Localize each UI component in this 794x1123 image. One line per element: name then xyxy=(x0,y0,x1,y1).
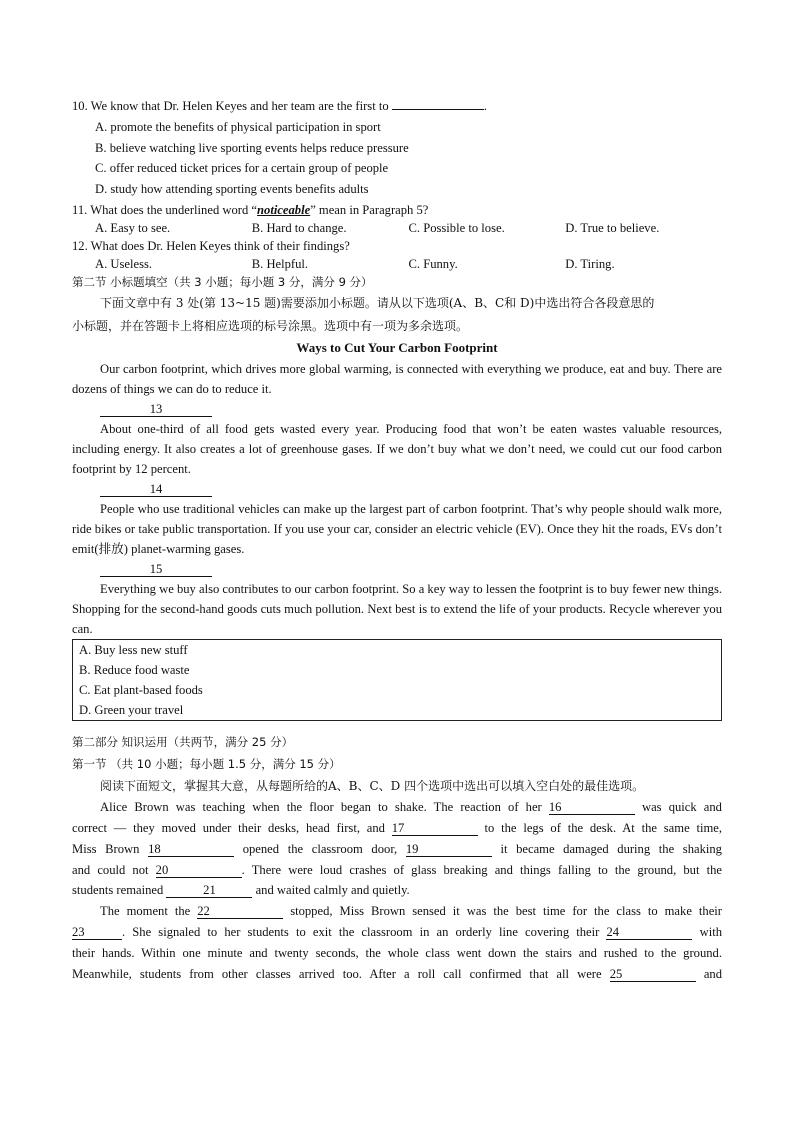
passage-title: Ways to Cut Your Carbon Footprint xyxy=(296,340,498,356)
q11-options xyxy=(72,221,722,236)
cloze-line-8: their hands. Within one minute and twenty seconds, the whole class went down the stairs and rushed to the ground. xyxy=(72,945,722,960)
paragraph-13: About one-third of all food gets wasted every year. Producing food that won’t be eaten wastes valuable resources, including energy. It also creates a lot of greenhouse gases. If we don’t buy what we don’t need, we could cut our food carbon footprint by 12 percent. xyxy=(72,422,722,477)
passage-intro: Our carbon footprint, which drives more global warming, is connected with everything we produce, eat and buy. There are dozens of things we can do to reduce it. xyxy=(72,362,722,397)
paragraph-15: Everything we buy also contributes to our carbon footprint. So a key way to lessen the footprint is to buy fewer new things. Shopping for the second-hand goods cuts much pollution. Next best is to extend the life of your products. Recycle wherever you can. xyxy=(72,582,722,637)
cloze-line-9: Meanwhile, students from other classes arrived too. After a roll call confirmed that all were 25 and xyxy=(72,966,722,981)
box-option-a: A. Buy less new stuff xyxy=(79,643,188,658)
q11-stem: 11. What does the underlined word “noticeable” mean in Paragraph 5? xyxy=(72,202,429,217)
q11-option-c: C. Possible to lose. xyxy=(408,220,505,235)
cloze-line-5: students remained 21 and waited calmly and quietly. xyxy=(72,883,410,898)
q12-option-c: C. Funny. xyxy=(408,256,458,271)
paragraph-14: People who use traditional vehicles can make up the largest part of carbon footprint. That’s why people should walk more, ride bikes or take public transportation. If you use your car, consider an electric vehicle (EV). Once they hit the roads, EVs don’t emit(排放) planet-warming gases. xyxy=(72,502,722,557)
exam-page xyxy=(72,96,722,984)
q12-option-a: A. Useless. xyxy=(95,256,153,271)
q12-stem: 12. What does Dr. Helen Keyes think of their findings? xyxy=(72,238,350,253)
cloze-line-2: correct — they moved under their desks, head first, and 17 to the legs of the desk. At the same time, xyxy=(72,820,722,835)
part2-heading: 第二部分 知识运用（共两节，满分 25 分） xyxy=(72,735,294,750)
underlined-word: noticeable xyxy=(257,202,311,217)
heading-blank-14: 14 xyxy=(72,479,722,499)
box-option-b: B. Reduce food waste xyxy=(79,663,190,678)
section2-instruction-1: 下面文章中有 3 处(第 13~15 题)需要添加小标题。请从以下选项(A、B、C和 D)中选出符合各段意思的 xyxy=(100,296,655,311)
cloze-line-4: and could not 20 . There were loud crashes of glass breaking and things falling to the ground, but the xyxy=(72,862,722,877)
q10-option-d: D. study how attending sporting events benefits adults xyxy=(95,182,369,197)
cloze-line-7: 23 . She signaled to her students to exit the classroom in an orderly line covering their 24 with xyxy=(72,924,723,939)
q11-option-a: A. Easy to see. xyxy=(95,220,171,235)
q10-option-a: A. promote the benefits of physical participation in sport xyxy=(95,119,381,134)
cloze-line-6: The moment the 22 stopped, Miss Brown sensed it was the best time for the class to make their xyxy=(100,904,722,919)
q10-stem: 10. We know that Dr. Helen Keyes and her team are the first to . xyxy=(72,99,487,113)
options-box xyxy=(72,639,722,721)
q11-option-b: B. Hard to change. xyxy=(251,220,347,235)
box-option-d: D. Green your travel xyxy=(79,703,184,718)
section2-instruction-2: 小标题，并在答题卡上将相应选项的标号涂黑。选项中有一项为多余选项。 xyxy=(72,319,469,334)
part2-instruction: 阅读下面短文，掌握其大意，从每题所给的A、B、C、D 四个选项中选出可以填入空白处的最佳选项。 xyxy=(100,779,645,794)
part2-subheading: 第一节 （共 10 小题；每小题 1.5 分，满分 15 分） xyxy=(72,757,341,772)
q10-option-c: C. offer reduced ticket prices for a certain group of people xyxy=(95,161,389,176)
heading-blank-13: 13 xyxy=(72,399,722,419)
q12-option-b: B. Helpful. xyxy=(251,256,309,271)
q11-option-d: D. True to believe. xyxy=(565,220,660,235)
answer-blank xyxy=(392,109,484,110)
box-option-c: C. Eat plant-based foods xyxy=(79,683,203,698)
q10-option-b: B. believe watching live sporting events helps reduce pressure xyxy=(95,140,409,155)
q12-options xyxy=(72,257,722,272)
q12-option-d: D. Tiring. xyxy=(565,256,615,271)
cloze-line-3: Miss Brown 18 opened the classroom door, 19 it became damaged during the shaking xyxy=(72,841,722,856)
section2-heading: 第二节 小标题填空（共 3 小题；每小题 3 分，满分 9 分） xyxy=(72,274,373,289)
heading-blank-15: 15 xyxy=(72,559,722,579)
cloze-line-1: Alice Brown was teaching when the floor began to shake. The reaction of her 16 was quick and xyxy=(100,800,722,815)
